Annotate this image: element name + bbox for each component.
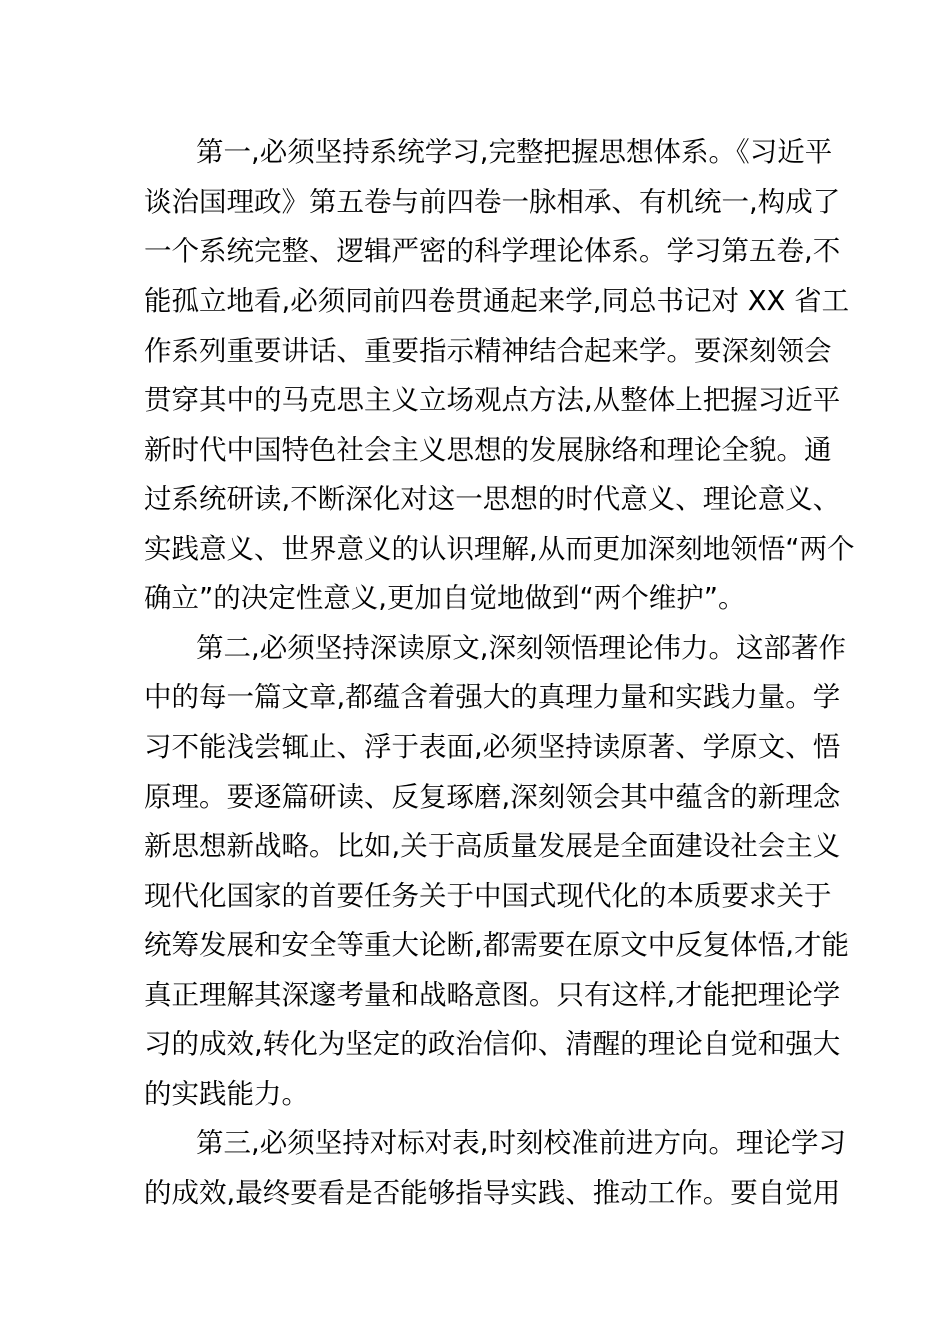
paragraph-1-line-2: 谈治国理政》第五卷与前四卷一脉相承、有机统一,构成了	[144, 186, 841, 218]
paragraph-1-line-8: 过系统研读,不断深化对这一思想的时代意义、理论意义、	[144, 483, 841, 515]
paragraph-2-line-2: 中的每一篇文章,都蕴含着强大的真理力量和实践力量。学	[144, 681, 841, 713]
paragraph-1-line-7: 新时代中国特色社会主义思想的发展脉络和理论全貌。通	[144, 434, 832, 466]
paragraph-2-line-7: 统筹发展和安全等重大论断,都需要在原文中反复体悟,才能	[144, 929, 849, 961]
paragraph-2-line-3: 习不能浅尝辄止、浮于表面,必须坚持读原著、学原文、悟	[144, 731, 841, 763]
paragraph-2-line-9: 习的成效,转化为坚定的政治信仰、清醒的理论自觉和强大	[144, 1028, 841, 1060]
paragraph-2-line-10: 的实践能力。	[144, 1078, 309, 1110]
paragraph-1-line-4: 能孤立地看,必须同前四卷贯通起来学,同总书记对 XX 省工	[144, 285, 850, 317]
paragraph-3-line-1: 第三,必须坚持对标对表,时刻校准前进方向。理论学习	[196, 1127, 846, 1159]
paragraph-1-line-1: 第一,必须坚持系统学习,完整把握思想体系。《习近平	[196, 136, 833, 168]
paragraph-2-line-8: 真正理解其深邃考量和战略意图。只有这样,才能把理论学	[144, 979, 841, 1011]
paragraph-1-line-9: 实践意义、世界意义的认识理解,从而更加深刻地领悟“两个	[144, 533, 855, 565]
paragraph-1-line-6: 贯穿其中的马克思主义立场观点方法,从整体上把握习近平	[144, 384, 841, 416]
paragraph-2-line-6: 现代化国家的首要任务关于中国式现代化的本质要求关于	[144, 880, 832, 912]
paragraph-1-line-3: 一个系统完整、逻辑严密的科学理论体系。学习第五卷,不	[144, 235, 841, 267]
paragraph-1-line-10: 确立”的决定性意义,更加自觉地做到“两个维护”。	[144, 582, 746, 614]
paragraph-2-line-4: 原理。要逐篇研读、反复琢磨,深刻领会其中蕴含的新理念	[144, 781, 841, 813]
paragraph-3-line-2: 的成效,最终要看是否能够指导实践、推动工作。要自觉用	[144, 1177, 841, 1209]
paragraph-2-line-1: 第二,必须坚持深读原文,深刻领悟理论伟力。这部著作	[196, 632, 846, 664]
paragraph-2-line-5: 新思想新战略。比如,关于高质量发展是全面建设社会主义	[144, 830, 841, 862]
paragraph-1-line-5: 作系列重要讲话、重要指示精神结合起来学。要深刻领会	[144, 335, 832, 367]
